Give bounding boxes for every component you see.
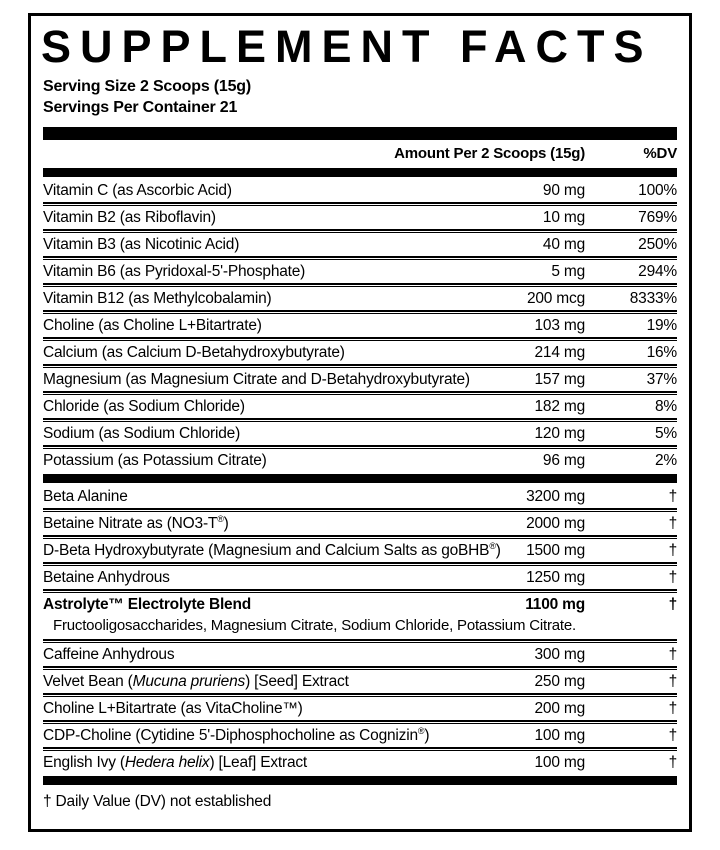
table-row [43,341,677,364]
ingredient-name: Vitamin B6 (as Pyridoxal-5'-Phosphate) [43,263,306,280]
amount-value: 300 mg [534,646,585,663]
ingredient-name: CDP-Choline (Cytidine 5'-Diphosphocholine as Cognizin®) [43,725,430,744]
amount-value: 100 mg [534,727,585,744]
servings-per-container: Servings Per Container 21 [43,99,238,116]
ingredient-name: Beta Alanine [43,488,128,505]
section-divider-bar [43,474,677,483]
column-header-amount: Amount Per 2 Scoops (15g) [394,145,585,162]
dv-value: † [668,700,677,717]
table-row [43,724,677,747]
ingredient-name: Potassium (as Potassium Citrate) [43,452,267,469]
table-row [43,368,677,391]
dv-value: 8333% [629,290,677,307]
dv-value: 37% [646,371,677,388]
amount-value: 200 mg [534,700,585,717]
amount-value: 1100 mg [525,596,585,613]
ingredient-name: Caffeine Anhydrous [43,646,175,663]
amount-value: 120 mg [534,425,585,442]
ingredient-name: Astrolyte™ Electrolyte Blend [43,596,252,613]
column-header-row [43,140,677,166]
dv-value: † [668,542,677,559]
table-row [43,449,677,472]
dv-value: 5% [654,425,677,442]
table-row [43,179,677,202]
blend-ingredients: Fructooligosaccharides, Magnesium Citrate, Sodium Chloride, Potassium Citrate. [53,617,576,634]
ingredient-name: Betaine Anhydrous [43,569,170,586]
dv-value: 100% [638,182,677,199]
table-row [43,287,677,310]
amount-value: 40 mg [542,236,585,253]
table-row [43,593,677,616]
ingredient-rows [43,179,677,774]
table-row [43,643,677,666]
table-row [43,539,677,562]
amount-value: 1500 mg [526,542,585,559]
amount-value: 10 mg [542,209,585,226]
dv-value: † [668,673,677,690]
table-row [43,314,677,337]
ingredient-name: Magnesium (as Magnesium Citrate and D-Betahydroxybutyrate) [43,371,470,388]
dv-value: † [668,515,677,532]
ingredient-name: Sodium (as Sodium Chloride) [43,425,241,442]
supplement-facts-label [28,13,692,832]
amount-value: 3200 mg [526,488,585,505]
ingredient-name: English Ivy (Hedera helix) [Leaf] Extract [43,754,308,771]
dv-value: † [668,488,677,505]
footnote: † Daily Value (DV) not established [43,793,272,810]
ingredient-name: Vitamin B2 (as Riboflavin) [43,209,216,226]
dv-value: † [668,569,677,586]
dv-value: 16% [646,344,677,361]
dv-value: 294% [638,263,677,280]
table-row [43,670,677,693]
amount-value: 157 mg [534,371,585,388]
table-row [43,206,677,229]
dv-value: † [668,727,677,744]
column-header-dv: %DV [643,145,677,162]
ingredient-name: D-Beta Hydroxybutyrate (Magnesium and Calcium Salts as goBHB®) [43,540,501,559]
dv-value: † [668,596,677,613]
dv-value: 769% [638,209,677,226]
table-row [43,697,677,720]
table-row [43,233,677,256]
header-divider-bar [43,168,677,177]
amount-value: 1250 mg [526,569,585,586]
label-title: SUPPLEMENT FACTS [41,21,653,72]
amount-value: 100 mg [534,754,585,771]
amount-value: 103 mg [534,317,585,334]
amount-value: 90 mg [542,182,585,199]
ingredient-name: Vitamin B12 (as Methylcobalamin) [43,290,272,307]
ingredient-name: Chloride (as Sodium Chloride) [43,398,245,415]
dv-value: 19% [646,317,677,334]
amount-value: 2000 mg [526,515,585,532]
dv-value: 8% [654,398,677,415]
amount-value: 214 mg [534,344,585,361]
table-row [43,512,677,535]
ingredient-name: Choline (as Choline L+Bitartrate) [43,317,262,334]
table-row [43,395,677,418]
table-row [43,751,677,774]
dv-value: † [668,646,677,663]
ingredient-name: Velvet Bean (Mucuna pruriens) [Seed] Extract [43,673,349,690]
table-row [43,260,677,283]
serving-size: Serving Size 2 Scoops (15g) [43,78,251,95]
table-row [43,566,677,589]
amount-value: 250 mg [534,673,585,690]
ingredient-name: Vitamin B3 (as Nicotinic Acid) [43,236,240,253]
ingredient-name: Choline L+Bitartrate (as VitaCholine™) [43,700,303,717]
ingredient-name: Vitamin C (as Ascorbic Acid) [43,182,232,199]
table-row [43,422,677,445]
amount-value: 200 mcg [526,290,585,307]
amount-value: 182 mg [534,398,585,415]
ingredient-name: Calcium (as Calcium D-Betahydroxybutyrate) [43,344,345,361]
dv-value: 2% [654,452,677,469]
amount-value: 5 mg [551,263,585,280]
amount-value: 96 mg [542,452,585,469]
ingredient-name: Betaine Nitrate as (NO3-T®) [43,513,229,532]
dv-value: 250% [638,236,677,253]
table-row [43,485,677,508]
top-divider-bar [43,127,677,140]
dv-value: † [668,754,677,771]
bottom-divider-bar [43,776,677,785]
